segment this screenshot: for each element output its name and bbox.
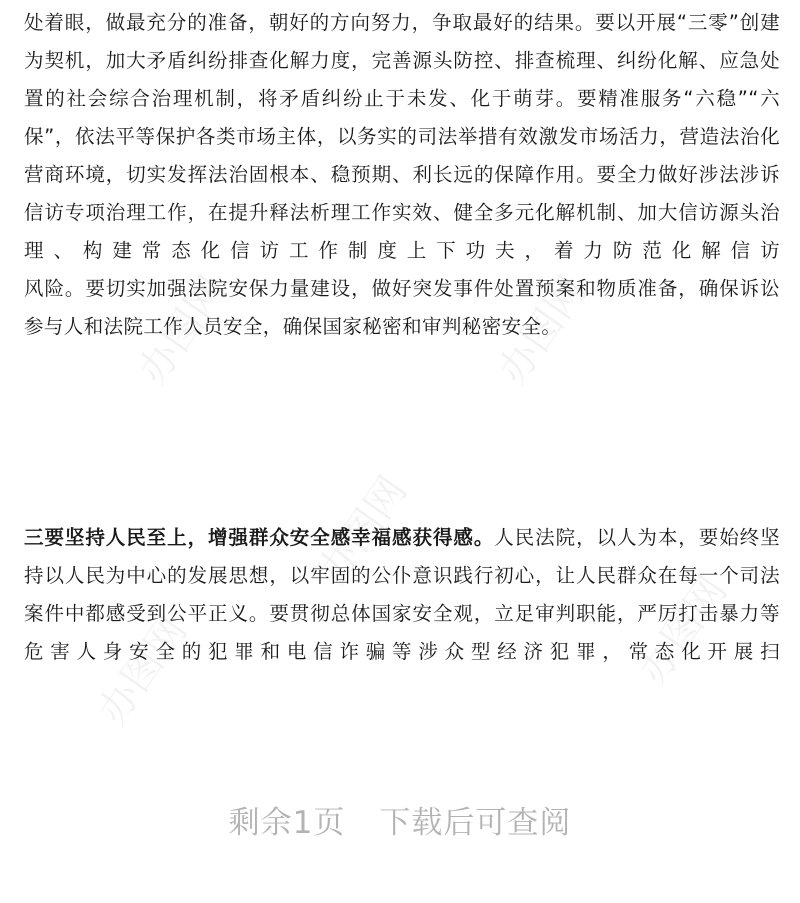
watermark: 办图网	[309, 468, 417, 593]
watermark: 办图网	[489, 268, 597, 393]
watermark: 办图网	[129, 268, 237, 393]
body-paragraph	[24, 519, 780, 671]
body-paragraph	[24, 4, 780, 346]
watermark: 办图网	[629, 568, 737, 693]
paragraph-text-end: 风险。要切实加强法院安保力量建设，做好突发事件处置预案和物质准备，确保诉讼参与人和法院工作人员安全，确保国家秘密和审判秘密安全。	[24, 277, 780, 338]
download-prompt[interactable]	[0, 797, 800, 842]
paragraph-text: 人民法院，以人为本，要始终坚持以人民为中心的发展思想，以牢固的公仆意识践行初心，让人民群众在每一个司法案件中都感受到公平正义。要贯彻总体国家安全观，立足审判职能，严厉打击暴力等危害人身安全的犯罪和电信诈骗等涉众型经济犯罪，常态化开展扫	[24, 526, 780, 663]
paragraph-text: 处着眼，做最充分的准备，朝好的方向努力，争取最好的结果。要以开展“三零”创建为契机，加大矛盾纠纷排查化解力度，完善源头防控、排查梳理、纠纷化解、应急处置的社会综合治理机制，将矛盾纠纷止于未发、化于萌芽。要精准服务“六稳”“六保”，依法平等保护各类市场主体，以务实的司法举措有效激发市场活力，营造法治化营商环境，切实发挥法治固根本、稳预期、利长远的保障作用。要全力做好涉法涉诉信访专项治理工作，在提升释法析理工作实效、健全多元化解机制、加大信访源头治理、构建常态化信访工作制度上下功夫，着力防范化解信访	[24, 11, 780, 262]
watermark: 办图网	[89, 608, 197, 733]
download-to-view-label: 下载后可查阅	[379, 805, 572, 841]
remaining-pages-label: 剩余1页	[228, 805, 346, 841]
paragraph-heading: 三要坚持人民至上，增强群众安全感幸福感获得感。	[24, 526, 495, 549]
